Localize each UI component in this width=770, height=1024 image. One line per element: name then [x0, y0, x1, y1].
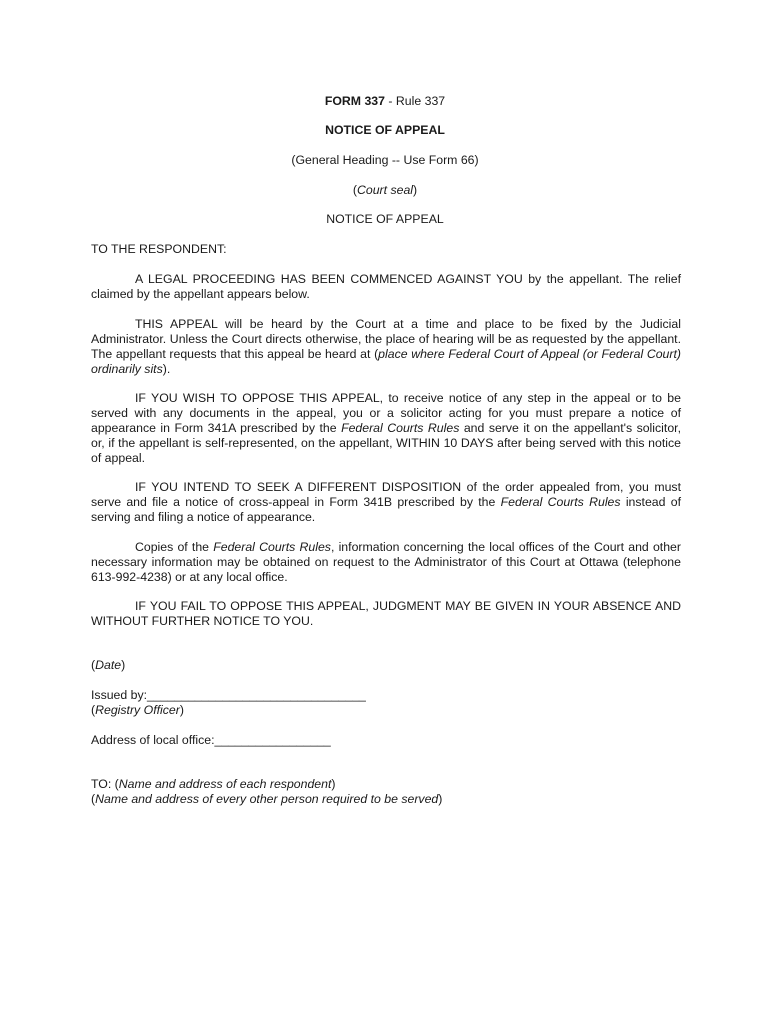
respondent-address-line: TO: (Name and address of each respondent) [91, 777, 336, 791]
issued-by-line: Issued by:________________________________ [91, 688, 366, 702]
addressee-heading: TO THE RESPONDENT: [91, 242, 227, 256]
paragraph-judgment-warning: IF YOU FAIL TO OPPOSE THIS APPEAL, JUDGMENT MAY BE GIVEN IN YOUR ABSENCE AND WITHOUT FURTHER NOTICE TO YOU. [91, 599, 681, 628]
local-office-address-line: Address of local office:_________________ [91, 733, 331, 747]
notice-title: NOTICE OF APPEAL [326, 212, 444, 226]
form-number: FORM 337 [324, 94, 385, 108]
paragraph-copies-of-rules: Copies of the Federal Courts Rules, information concerning the local offices of the Court and other necessary information may be obtained on request to the Administrator of this Court at Ottawa (telephone 613-992-4238) or at any local office. [91, 540, 681, 584]
date-placeholder: (Date) [91, 658, 126, 672]
rule-reference: - Rule 337 [384, 94, 446, 108]
general-heading-note: (General Heading -- Use Form 66) [291, 153, 479, 167]
registry-officer-placeholder: (Registry Officer) [91, 703, 184, 717]
paragraph-proceeding-commenced: A LEGAL PROCEEDING HAS BEEN COMMENCED AGAINST YOU by the appellant. The relief claimed by the appellant appears below. [91, 272, 681, 301]
paragraph-cross-appeal: IF YOU INTEND TO SEEK A DIFFERENT DISPOSITION of the order appealed from, you must serve and file a notice of cross-appeal in Form 341B prescribed by the Federal Courts Rules instead of serving and filing a notice of appearance. [91, 480, 681, 524]
paragraph-hearing: THIS APPEAL will be heard by the Court at a time and place to be fixed by the Judicial Administrator. Unless the Court directs otherwise, the place of hearing will be as requested by the appellant. The appellant requests that this appeal be heard at (place where Federal Court of Appeal (or Federal Court) ordinarily sits). [91, 317, 681, 376]
form-header [0, 94, 770, 109]
court-seal-placeholder: (Court seal) [352, 183, 418, 197]
document-title-bold: NOTICE OF APPEAL [325, 123, 445, 137]
paragraph-oppose-appeal: IF YOU WISH TO OPPOSE THIS APPEAL, to receive notice of any step in the appeal or to be served with any documents in the appeal, you or a solicitor acting for you must prepare a notice of appearance in Form 341A prescribed by the Federal Courts Rules and serve it on the appellant's solicitor, or, if the appellant is self-represented, on the appellant, WITHIN 10 DAYS after being served with this notice of appeal. [91, 391, 681, 465]
other-persons-line: (Name and address of every other person required to be served) [91, 792, 443, 806]
